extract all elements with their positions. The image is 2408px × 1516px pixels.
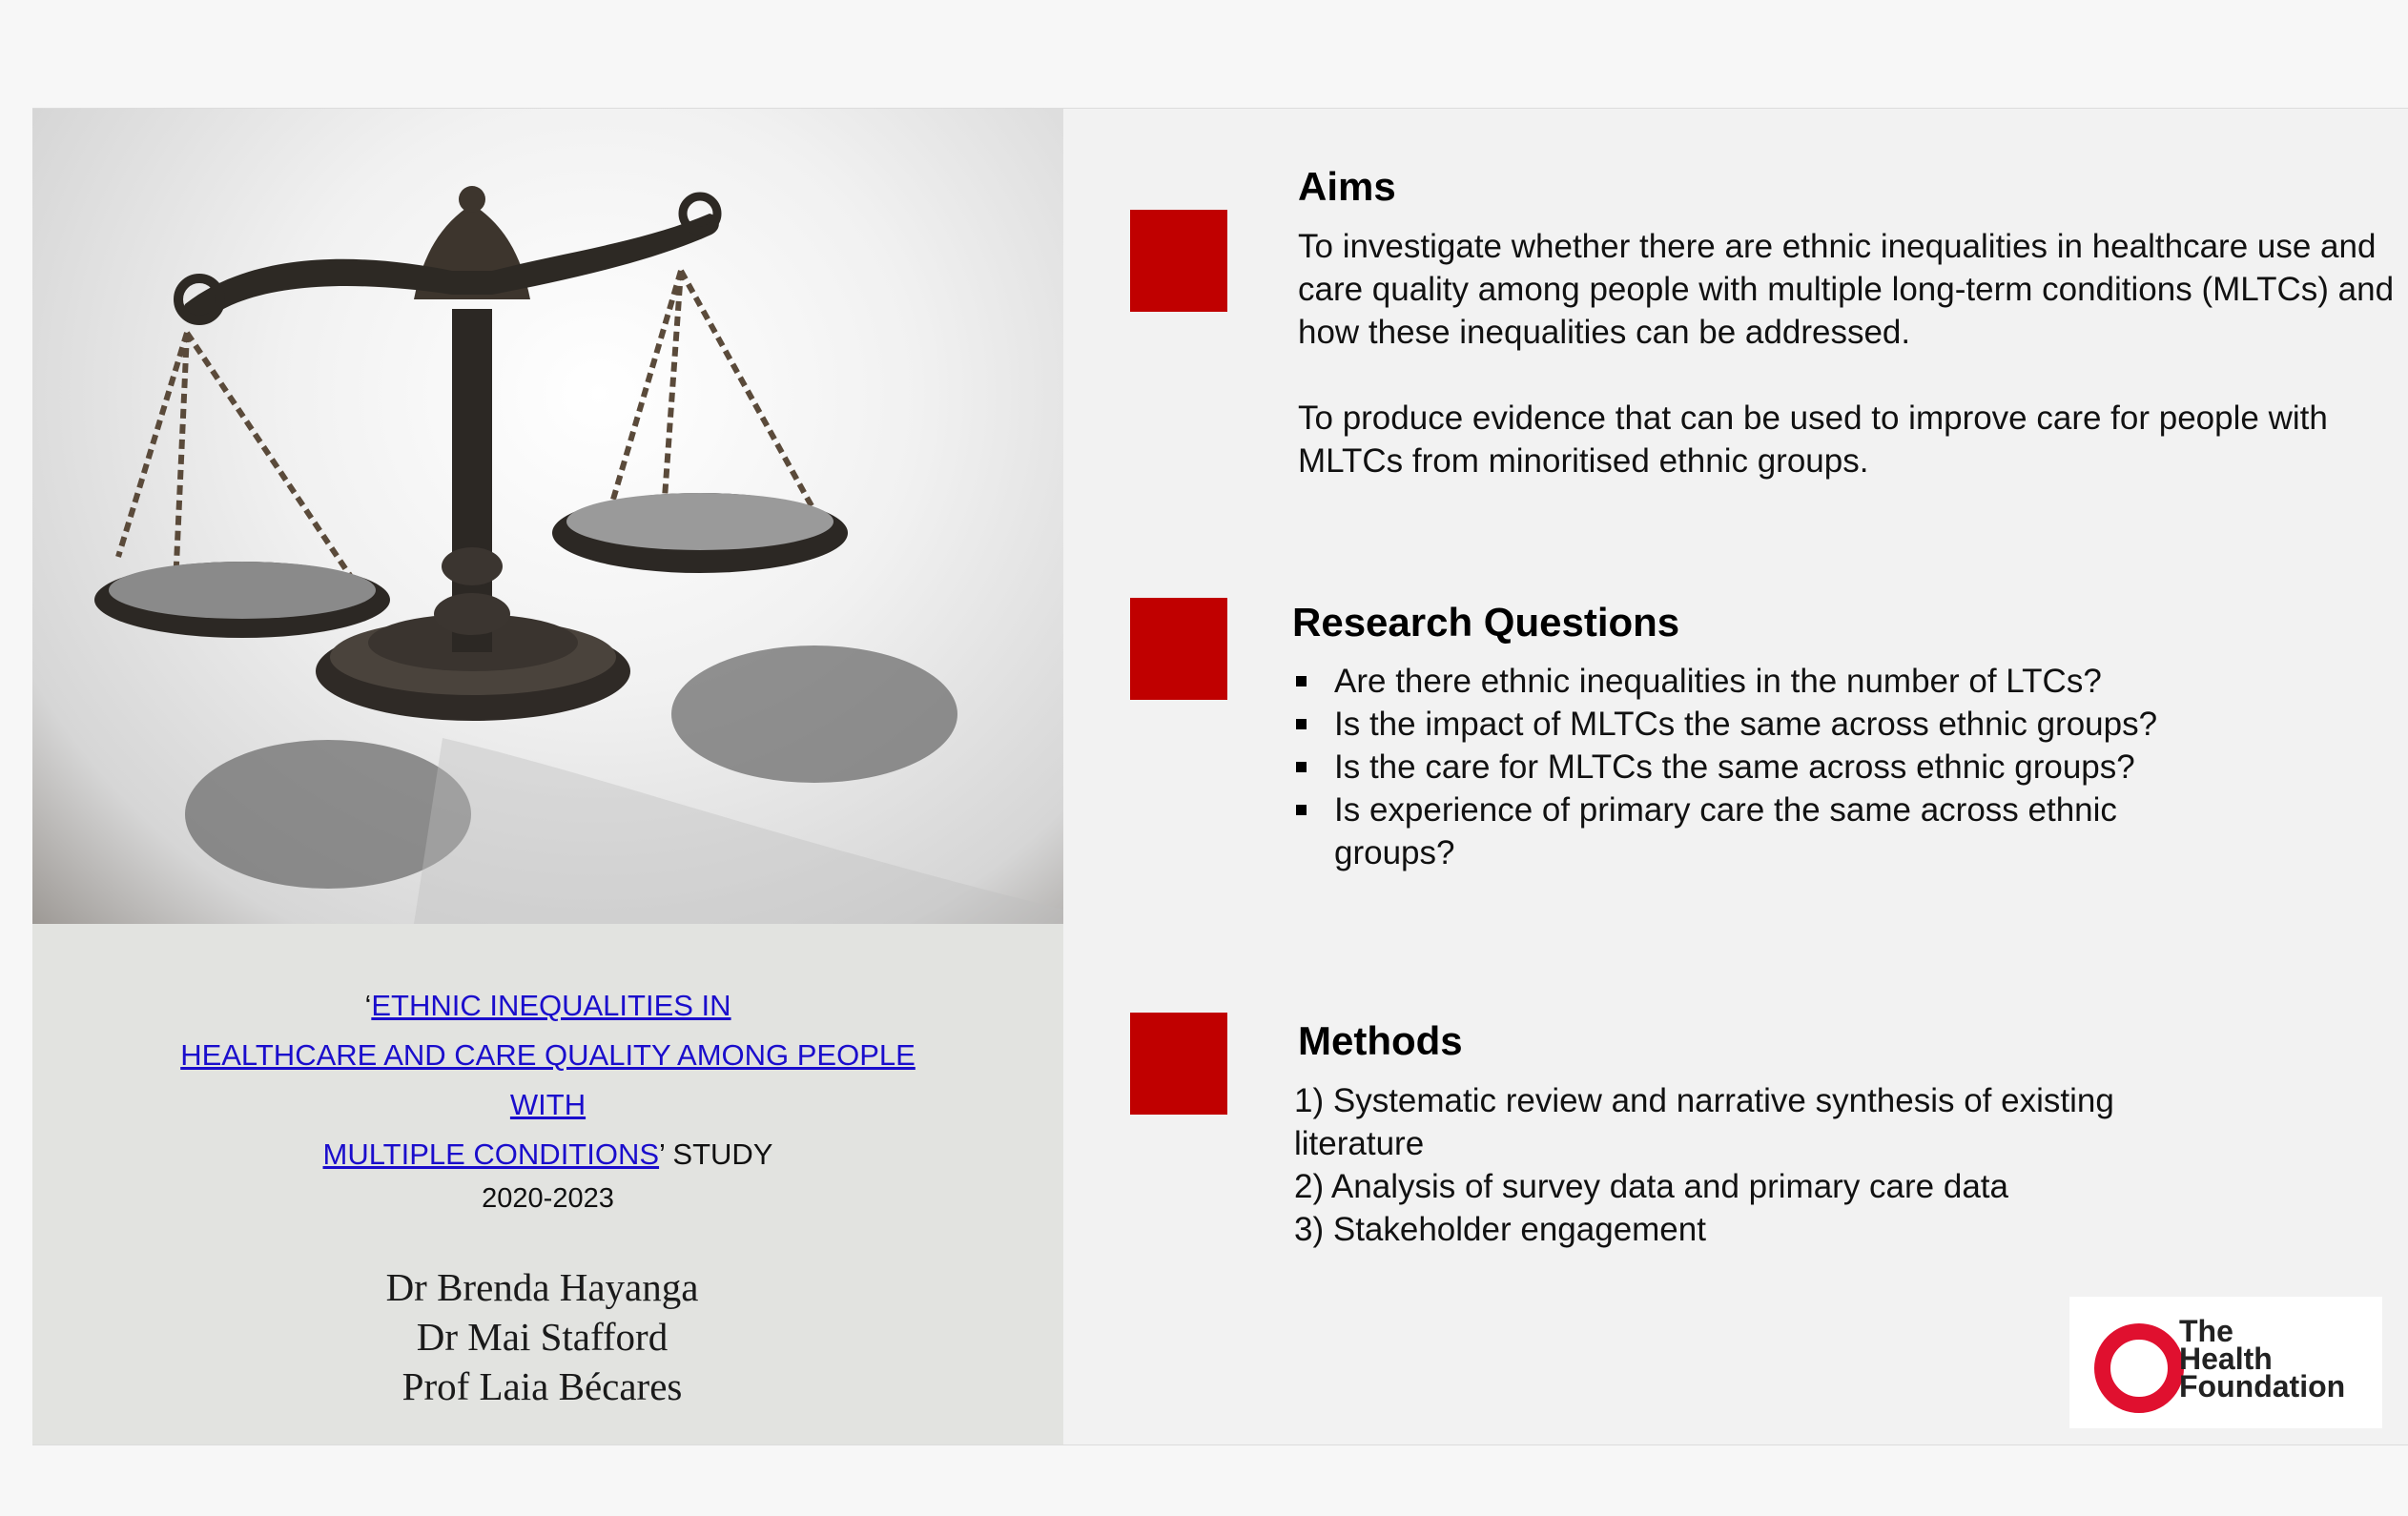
study-years: 2020-2023 — [482, 1183, 614, 1214]
author: Dr Mai Stafford — [416, 1315, 669, 1359]
logo-line: Health — [2179, 1342, 2273, 1376]
list-item: Are there ethnic inequalities in the number of LTCs? — [1294, 660, 2238, 703]
author: Prof Laia Bécares — [401, 1364, 683, 1408]
author-list — [32, 1262, 1063, 1411]
study-title — [32, 981, 1063, 1179]
list-item: Is the care for MLTCs the same across ethnic groups? — [1294, 746, 2238, 789]
study-title-link-line4[interactable]: MULTIPLE CONDITIONS — [322, 1137, 660, 1171]
research-questions-list — [1294, 660, 2238, 874]
aims-paragraph: To produce evidence that can be used to improve care for people with MLTCs from minoritised ethnic groups. — [1298, 399, 2328, 480]
study-title-suffix: ’ STUDY — [659, 1137, 773, 1171]
list-item: Is the impact of MLTCs the same across ethnic groups? — [1294, 703, 2238, 746]
logo-line: Foundation — [2179, 1369, 2346, 1403]
study-title-link-line1[interactable]: ETHNIC INEQUALITIES IN — [371, 989, 731, 1022]
research-questions-body — [1294, 660, 2238, 874]
list-item: Is experience of primary care the same across ethnic groups? — [1294, 789, 2238, 874]
methods-body — [1294, 1079, 2200, 1251]
research-questions-title: Research Questions — [1292, 600, 1680, 645]
methods-marker — [1130, 1013, 1227, 1115]
logo-line: The — [2179, 1314, 2233, 1348]
health-foundation-logo — [2069, 1297, 2382, 1428]
aims-body — [1298, 225, 2395, 482]
aims-marker — [1130, 210, 1227, 312]
logo-text — [2179, 1314, 2346, 1403]
study-title-link-line3[interactable]: WITH — [509, 1088, 587, 1121]
methods-item: 2) Analysis of survey data and primary care data — [1294, 1168, 2008, 1205]
open-quote: ‘ — [364, 989, 372, 1022]
methods-title: Methods — [1298, 1018, 1463, 1063]
author: Dr Brenda Hayanga — [385, 1265, 699, 1309]
aims-title: Aims — [1298, 164, 1396, 209]
scales-of-justice-image — [32, 109, 1063, 924]
aims-paragraph: To investigate whether there are ethnic inequalities in healthcare use and care quality among people with multiple long-term conditions (MLTCs) and how these inequalities can be addressed. — [1298, 228, 2395, 351]
methods-item: 1) Systematic review and narrative synthesis of existing literature — [1294, 1082, 2114, 1162]
research-questions-marker — [1130, 598, 1227, 700]
study-title-link-line2[interactable]: HEALTHCARE AND CARE QUALITY AMONG PEOPLE — [180, 1038, 916, 1072]
slide — [32, 108, 2408, 1445]
left-panel — [32, 109, 1063, 1444]
methods-item: 3) Stakeholder engagement — [1294, 1211, 1706, 1248]
logo-ring-icon — [2094, 1323, 2184, 1413]
